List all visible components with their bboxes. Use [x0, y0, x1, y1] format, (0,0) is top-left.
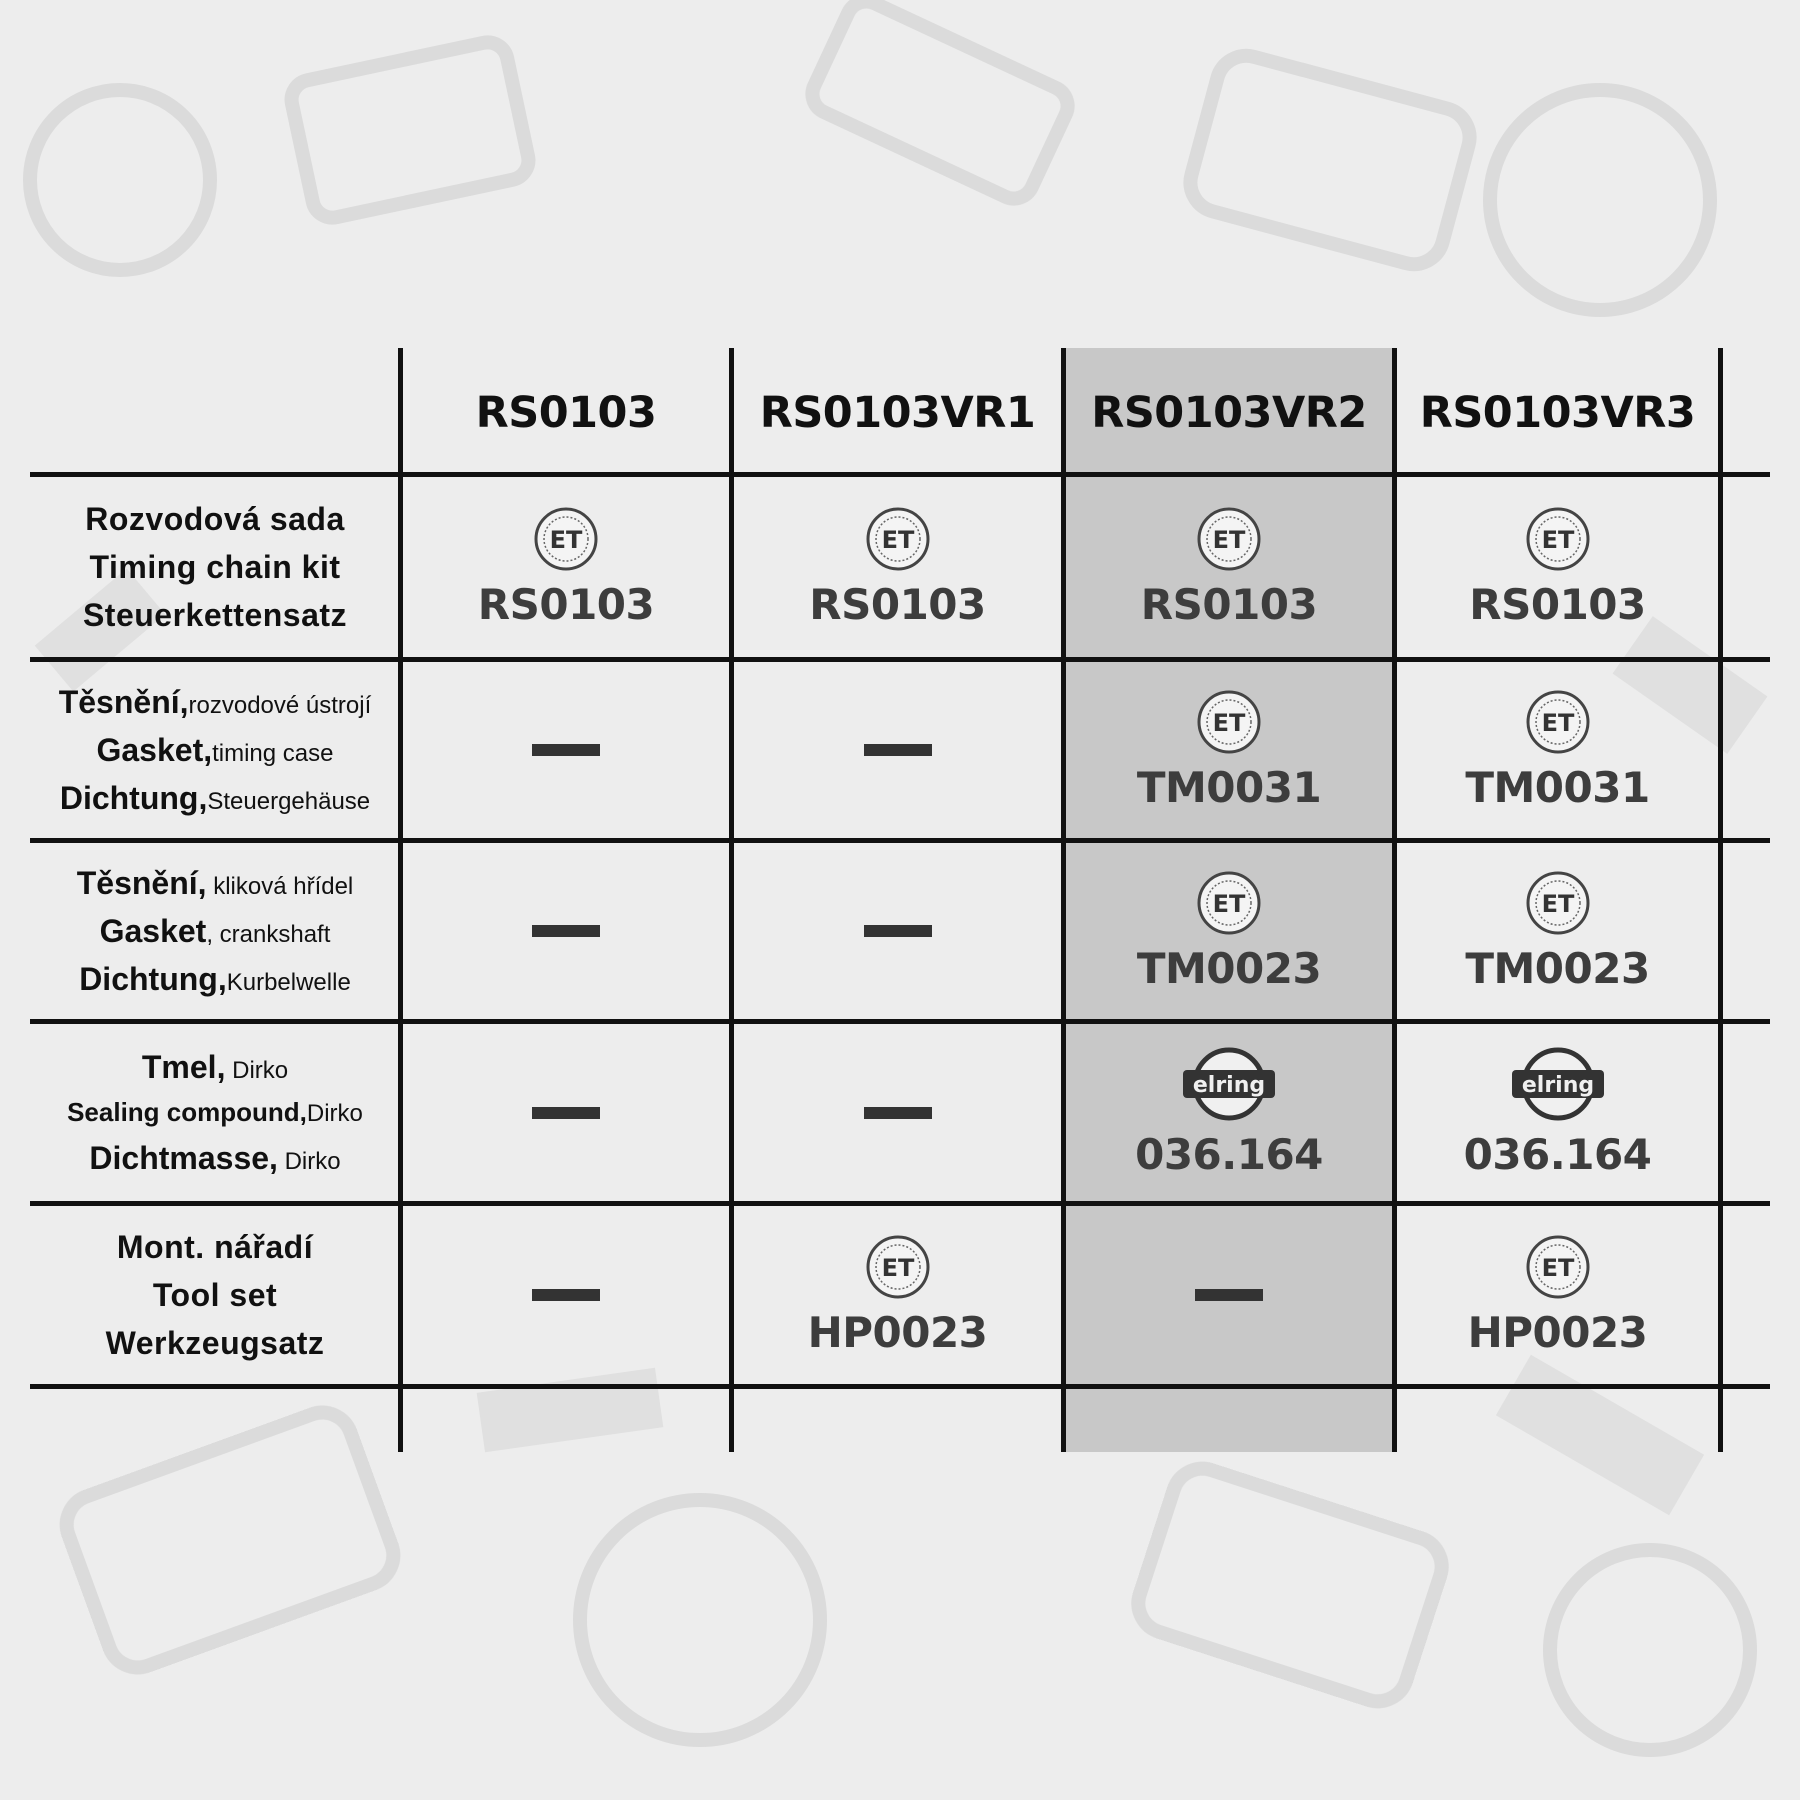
column-header: RS0103 — [475, 387, 657, 438]
table-cell — [403, 662, 729, 838]
elring-logo-icon — [1510, 1046, 1606, 1122]
table-cell — [1066, 1206, 1392, 1384]
engineteam-logo-icon — [1525, 506, 1591, 572]
label-line: Rozvodová sada — [85, 501, 345, 537]
not-included-dash — [864, 744, 932, 756]
grid-line-horizontal — [30, 1384, 1770, 1389]
table-cell — [734, 662, 1061, 838]
label-line: Dichtung,Kurbelwelle — [79, 961, 351, 997]
label-line: Dichtung,Steuergehäuse — [59, 780, 371, 816]
table-cell — [1397, 1024, 1718, 1201]
engineteam-logo-icon — [865, 506, 931, 572]
engineteam-logo-icon — [533, 506, 599, 572]
label-line: Werkzeugsatz — [105, 1325, 325, 1361]
table-cell — [403, 1206, 729, 1384]
table-cell — [1066, 843, 1392, 1019]
not-included-dash — [864, 925, 932, 937]
svg-text:elring: elring — [1521, 1073, 1594, 1098]
label-line: Timing chain kit — [89, 549, 341, 585]
svg-text:ET: ET — [549, 525, 583, 554]
column-header: RS0103VR3 — [1419, 387, 1696, 438]
part-number: RS0103 — [809, 579, 986, 629]
label-line: Těsnění, kliková hřídel — [76, 865, 354, 901]
part-number: RS0103 — [1140, 579, 1318, 629]
label-line: Těsnění,rozvodové ústrojí — [58, 684, 372, 720]
part-number: RS0103 — [1469, 579, 1646, 629]
row-label-timing-case-gasket — [30, 662, 400, 838]
svg-text:ET: ET — [1541, 1253, 1574, 1282]
svg-text:ET: ET — [1541, 525, 1574, 554]
table-cell — [734, 843, 1061, 1019]
svg-text:ET: ET — [881, 1253, 914, 1282]
part-number: TM0031 — [1136, 762, 1322, 812]
table-cell — [734, 477, 1061, 657]
part-number: TM0023 — [1136, 943, 1322, 993]
grid-line-vertical — [1718, 348, 1723, 1452]
svg-text:ET: ET — [1212, 708, 1246, 737]
table-cell — [734, 1206, 1061, 1384]
label-line: Tool set — [152, 1277, 278, 1313]
not-included-dash — [532, 1289, 600, 1301]
label-line: Tmel, Dirko — [141, 1049, 289, 1085]
part-number: HP0023 — [807, 1307, 988, 1357]
label-line: Gasket, crankshaft — [99, 913, 331, 949]
engineteam-logo-icon — [1196, 689, 1262, 755]
row-label-tool-set — [30, 1206, 400, 1384]
table-cell — [1397, 662, 1718, 838]
table-cell — [403, 843, 729, 1019]
table-cell — [1066, 1024, 1392, 1201]
table-cell — [1066, 477, 1392, 657]
engineteam-logo-icon — [865, 1234, 931, 1300]
part-number: 036.164 — [1463, 1130, 1652, 1179]
part-number: TM0023 — [1465, 943, 1650, 993]
row-label-timing-chain-kit — [30, 477, 400, 657]
engineteam-logo-icon — [1525, 1234, 1591, 1300]
svg-text:elring: elring — [1192, 1073, 1266, 1098]
not-included-dash — [532, 925, 600, 937]
svg-text:ET: ET — [1541, 889, 1574, 918]
part-number: HP0023 — [1467, 1307, 1648, 1357]
svg-text:ET: ET — [1541, 708, 1574, 737]
row-label-crankshaft-gasket — [30, 843, 400, 1019]
column-header: RS0103VR1 — [759, 387, 1036, 438]
table-cell — [1397, 1206, 1718, 1384]
table-cell — [734, 1024, 1061, 1201]
part-number: RS0103 — [477, 579, 655, 629]
table-cell — [1397, 843, 1718, 1019]
column-header-highlighted: RS0103VR2 — [1091, 387, 1367, 438]
table-cell — [403, 1024, 729, 1201]
svg-text:ET: ET — [1212, 889, 1246, 918]
label-line: Sealing compound,Dirko — [67, 1097, 363, 1127]
part-number: 036.164 — [1135, 1130, 1323, 1179]
table-cell — [1397, 477, 1718, 657]
label-line: Mont. nářadí — [116, 1229, 314, 1265]
table-cell — [1066, 662, 1392, 838]
label-line: Steuerkettensatz — [82, 597, 348, 633]
label-line: Gasket,timing case — [96, 732, 334, 768]
not-included-dash — [864, 1107, 932, 1119]
part-number: TM0031 — [1465, 762, 1650, 812]
engineteam-logo-icon — [1525, 870, 1591, 936]
engineteam-logo-icon — [1196, 506, 1262, 572]
elring-logo-icon — [1181, 1046, 1277, 1122]
not-included-dash — [532, 744, 600, 756]
not-included-dash — [1195, 1289, 1263, 1301]
engineteam-logo-icon — [1525, 689, 1591, 755]
not-included-dash — [532, 1107, 600, 1119]
row-label-sealing-compound — [30, 1024, 400, 1201]
label-line: Dichtmasse, Dirko — [89, 1140, 341, 1176]
engineteam-logo-icon — [1196, 870, 1262, 936]
table-cell — [403, 477, 729, 657]
svg-text:ET: ET — [1212, 525, 1246, 554]
svg-text:ET: ET — [881, 525, 914, 554]
